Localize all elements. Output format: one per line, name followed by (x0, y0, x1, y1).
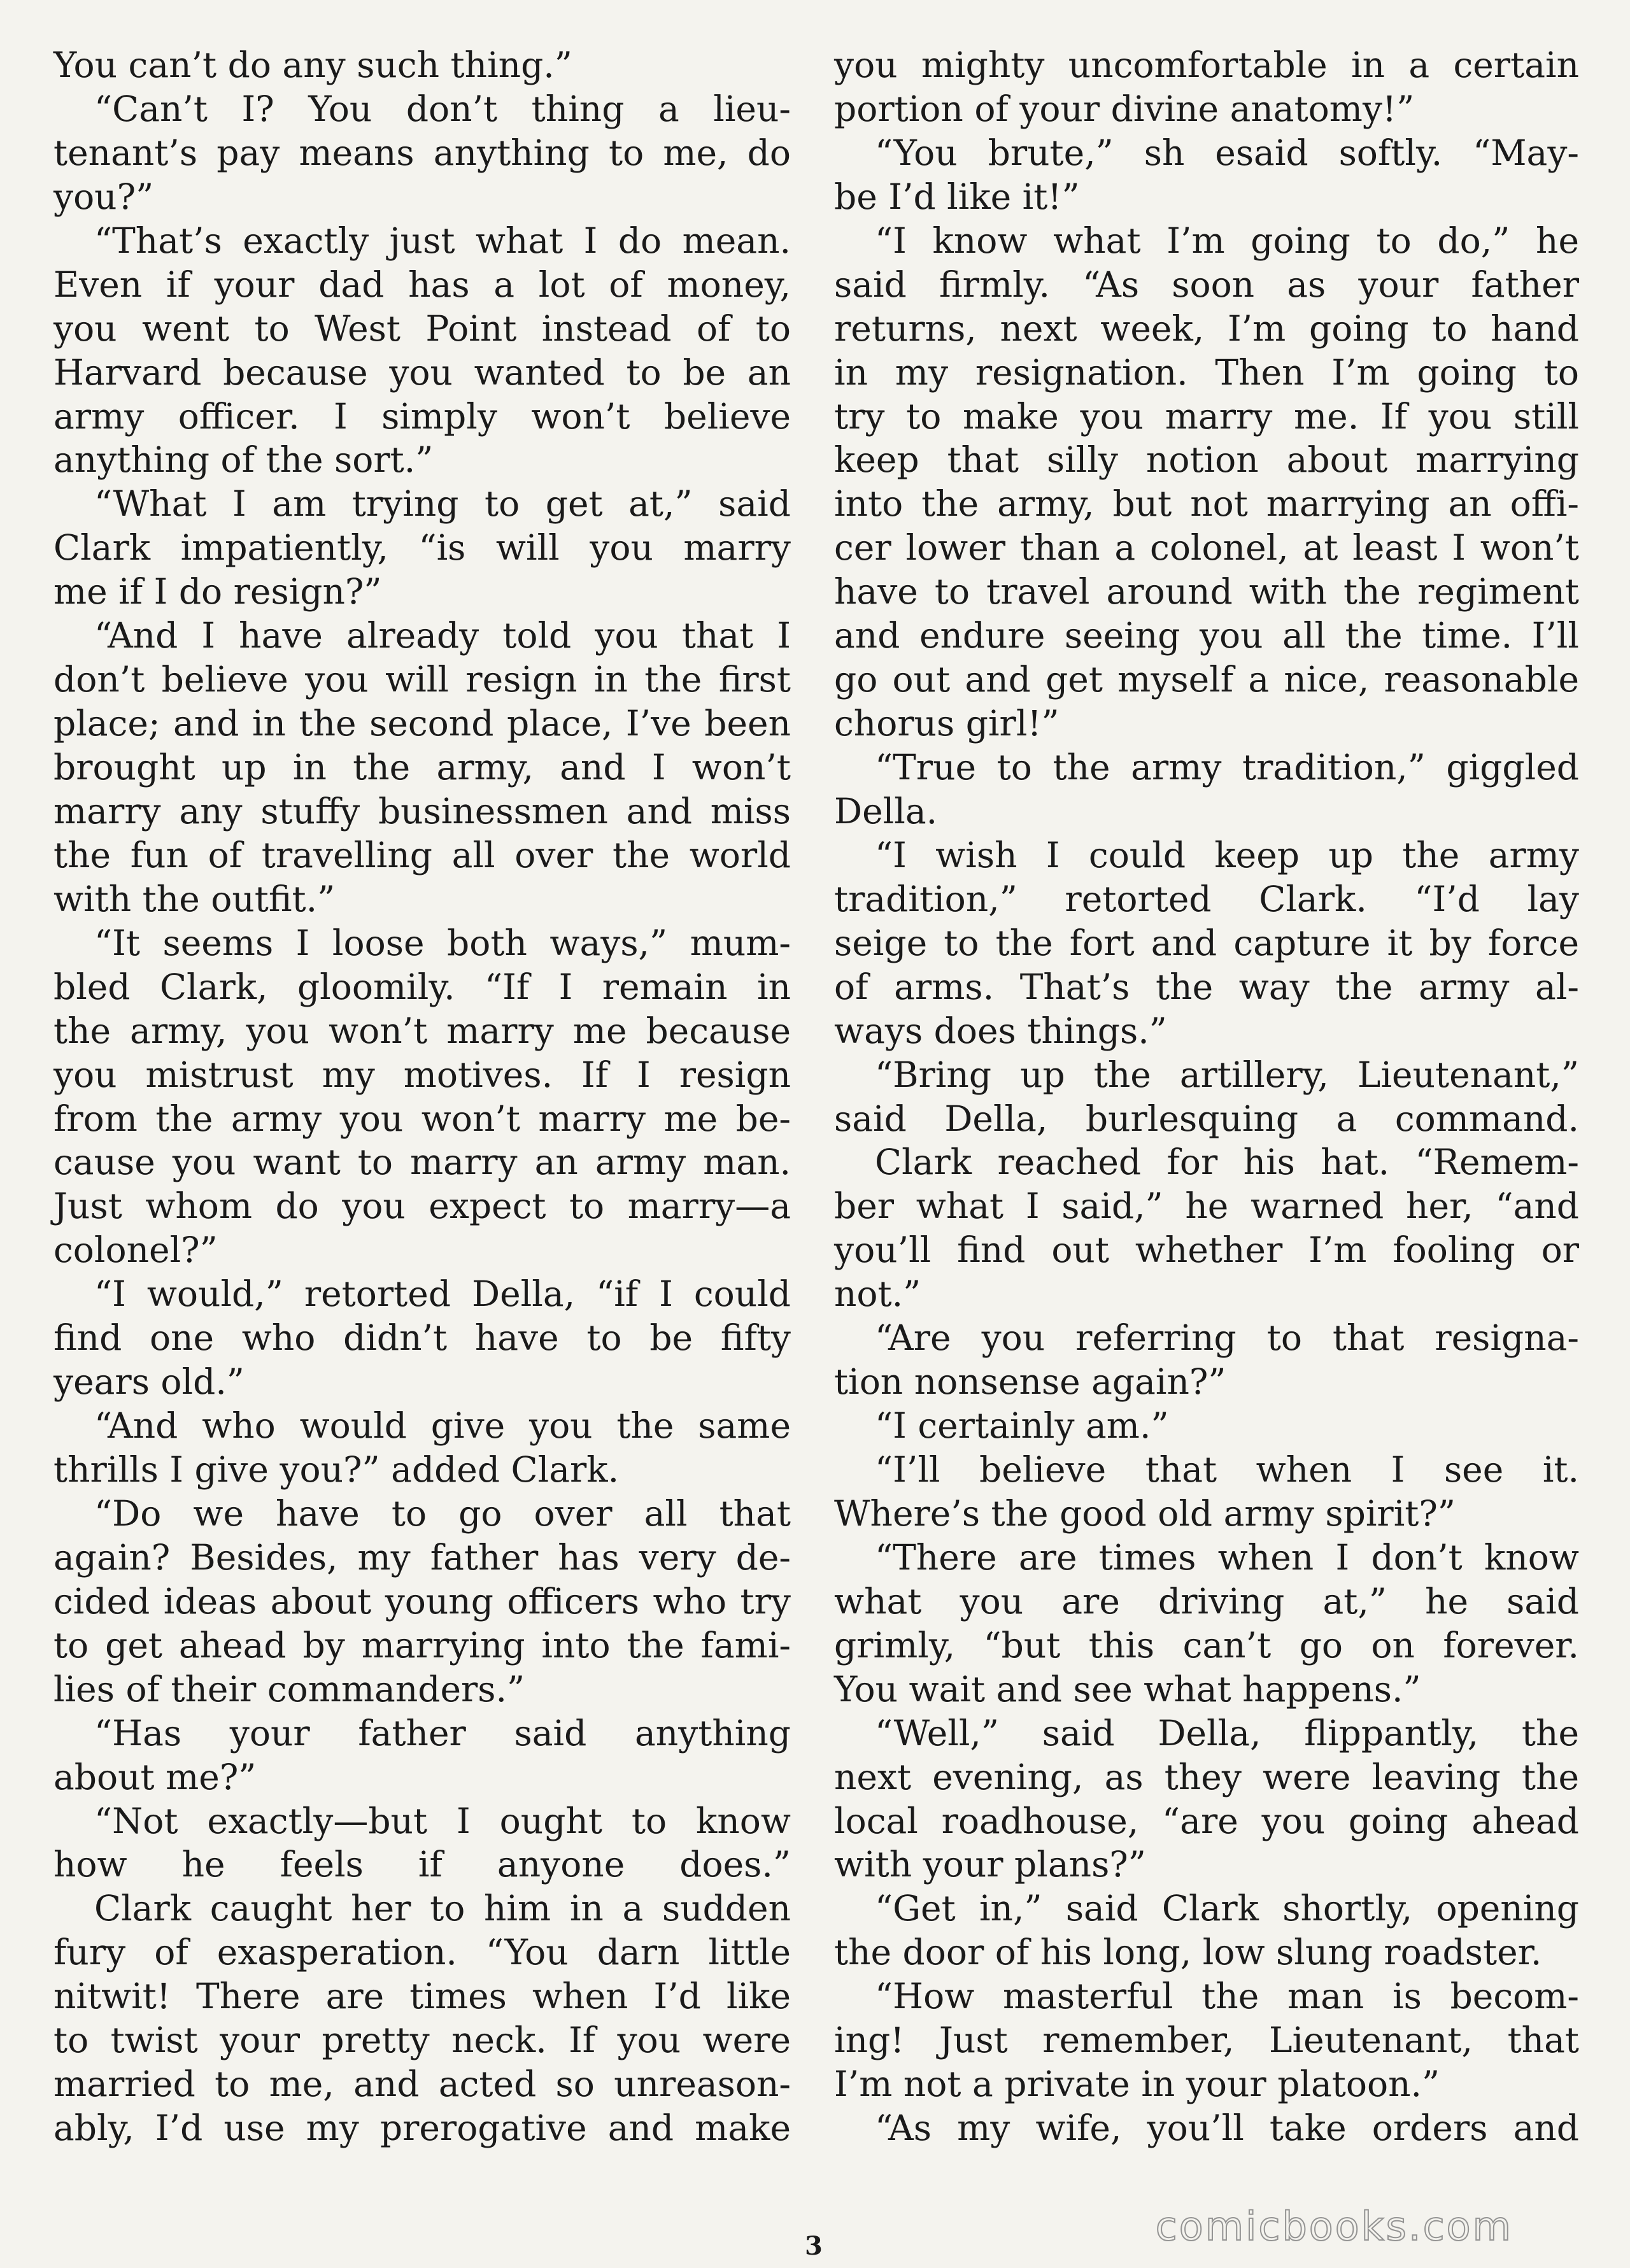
text-line: Clark caught her to him in a sudden (94, 1888, 791, 1929)
text-line: nitwit! There are times when I’d like (53, 1976, 791, 2017)
text-line: you’ll find out whether I’m fooling or (834, 1230, 1579, 1271)
text-line: ably, I’d use my prerogative and make (53, 2108, 791, 2149)
text-line: fury of exasperation. “You darn little (53, 1932, 791, 1973)
text-line: to twist your pretty neck. If you were (53, 2020, 791, 2061)
text-line: brought up in the army, and I won’t (53, 747, 791, 788)
text-line: “Has your father said anything (94, 1712, 791, 1754)
text-line: go out and get myself a nice, reasonable (834, 659, 1579, 700)
text-line: You can’t do any such thing.” (53, 45, 572, 85)
text-line: “Not exactly—but I ought to know (94, 1800, 791, 1841)
text-line: how he feels if anyone does.” (53, 1844, 791, 1885)
text-line: marry any stuffy businessmen and miss (53, 790, 791, 832)
text-line: you?” (53, 176, 154, 217)
text-line: have to travel around with the regiment (834, 571, 1579, 613)
text-line: “Well,” said Della, flippantly, the (875, 1712, 1579, 1754)
text-line: be I’d like it!” (834, 176, 1080, 217)
text-line: “There are times when I don’t know (875, 1536, 1579, 1578)
text-line: thrills I give you?” added Clark. (53, 1449, 620, 1490)
text-line: from the army you won’t marry me be- (53, 1098, 791, 1139)
text-line: what you are driving at,” he said (834, 1580, 1579, 1622)
text-line: Where’s the good old army spirit?” (834, 1492, 1456, 1534)
text-line: not.” (834, 1273, 921, 1315)
text-line: “And I have already told you that I (94, 615, 791, 656)
text-line: into the army, but not marrying an offi- (834, 483, 1579, 525)
text-line: you mistrust my motives. If I resign (53, 1054, 791, 1095)
text-line: cause you want to marry an army man. (53, 1142, 791, 1183)
text-line: portion of your divine anatomy!” (834, 88, 1415, 129)
text-line: years old.” (53, 1361, 244, 1403)
text-line: “I wish I could keep up the army (875, 834, 1579, 875)
text-line: “True to the army tradition,” giggled (875, 747, 1579, 788)
page-number: 3 (805, 2231, 823, 2261)
text-line: “That’s exactly just what I do mean. (94, 220, 791, 261)
text-line: you mighty uncomfortable in a certain (834, 45, 1579, 85)
text-line: try to make you marry me. If you still (834, 395, 1579, 437)
text-line: don’t believe you will resign in the first (53, 659, 791, 700)
text-line: ber what I said,” he warned her, “and (834, 1186, 1579, 1227)
text-line: the door of his long, low slung roadster. (834, 1932, 1542, 1973)
text-line: cer lower than a colonel, at least I won’t (834, 527, 1579, 569)
text-line: “How masterful the man is becom- (875, 1976, 1579, 2017)
text-line: and endure seeing you all the time. I’ll (834, 615, 1579, 656)
text-line: next evening, as they were leaving the (834, 1756, 1579, 1797)
text-line: chorus girl!” (834, 703, 1060, 744)
text-line: you went to West Point instead of to (53, 308, 791, 349)
text-line: colonel?” (53, 1230, 218, 1271)
text-line: tion nonsense again?” (834, 1361, 1226, 1403)
text-line: You wait and see what happens.” (834, 1668, 1421, 1710)
text-line: Harvard because you wanted to be an (53, 351, 791, 393)
text-line: said Della, burlesquing a command. (834, 1098, 1579, 1139)
text-line: “And who would give you the same (94, 1405, 791, 1447)
text-line: cided ideas about young officers who try (53, 1580, 791, 1622)
text-line: “Are you referring to that resigna- (875, 1317, 1579, 1359)
text-line: “Get in,” said Clark shortly, opening (875, 1888, 1579, 1929)
text-line: “It seems I loose both ways,” mum- (94, 922, 791, 963)
left-text-column (53, 43, 791, 2150)
text-line: in my resignation. Then I’m going to (834, 351, 1579, 393)
text-line: find one who didn’t have to be fifty (53, 1317, 791, 1359)
text-line: to get ahead by marrying into the fami- (53, 1624, 791, 1666)
text-line: me if I do resign?” (53, 571, 382, 613)
text-line: tradition,” retorted Clark. “I’d lay (834, 878, 1579, 919)
text-line: the fun of travelling all over the world (53, 834, 791, 875)
text-line: “I would,” retorted Della, “if I could (94, 1273, 791, 1315)
text-line: Just whom do you expect to marry—a (53, 1186, 791, 1227)
text-line: “What I am trying to get at,” said (94, 483, 791, 525)
text-line: ways does things.” (834, 1010, 1167, 1051)
text-line: again? Besides, my father has very de- (53, 1536, 791, 1578)
text-line: army officer. I simply won’t believe (53, 395, 791, 437)
text-line: anything of the sort.” (53, 439, 434, 481)
text-line: Della. (834, 790, 938, 832)
watermark: comicbooks.com (1155, 2203, 1513, 2250)
right-text-column (834, 43, 1579, 2150)
text-line: seige to the fort and capture it by force (834, 922, 1579, 963)
text-line: place; and in the second place, I’ve been (53, 703, 791, 744)
text-line: local roadhouse, “are you going ahead (834, 1800, 1579, 1841)
text-line: “As my wife, you’ll take orders and (875, 2108, 1579, 2149)
text-line: bled Clark, gloomily. “If I remain in (53, 966, 791, 1007)
text-line: Clark reached for his hat. “Remem- (875, 1142, 1579, 1183)
text-line: ing! Just remember, Lieutenant, that (834, 2020, 1579, 2061)
text-line: married to me, and acted so unreason- (53, 2064, 791, 2105)
text-line: “I know what I’m going to do,” he (875, 220, 1579, 261)
text-line: “I certainly am.” (875, 1405, 1169, 1447)
text-line: about me?” (53, 1756, 257, 1797)
text-line: said firmly. “As soon as your father (834, 264, 1579, 305)
text-line: Even if your dad has a lot of money, (53, 264, 791, 305)
text-line: I’m not a private in your platoon.” (834, 2064, 1440, 2105)
text-line: tenant’s pay means anything to me, do (53, 132, 791, 173)
text-line: the army, you won’t marry me because (53, 1010, 791, 1051)
text-line: lies of their commanders.” (53, 1668, 525, 1710)
text-line: with the outfit.” (53, 878, 336, 919)
text-line: with your plans?” (834, 1844, 1146, 1885)
text-line: “I’ll believe that when I see it. (875, 1449, 1579, 1490)
text-line: “Do we have to go over all that (94, 1492, 791, 1534)
text-line: “You brute,” sh esaid softly. “May- (875, 132, 1579, 173)
text-line: keep that silly notion about marrying (834, 439, 1579, 481)
text-line: returns, next week, I’m going to hand (834, 308, 1579, 349)
text-line: grimly, “but this can’t go on forever. (834, 1624, 1579, 1666)
text-line: Clark impatiently, “is will you marry (53, 527, 791, 569)
text-line: “Bring up the artillery, Lieutenant,” (875, 1054, 1579, 1095)
text-line: of arms. That’s the way the army al- (834, 966, 1579, 1007)
text-line: “Can’t I? You don’t thing a lieu- (94, 88, 791, 129)
